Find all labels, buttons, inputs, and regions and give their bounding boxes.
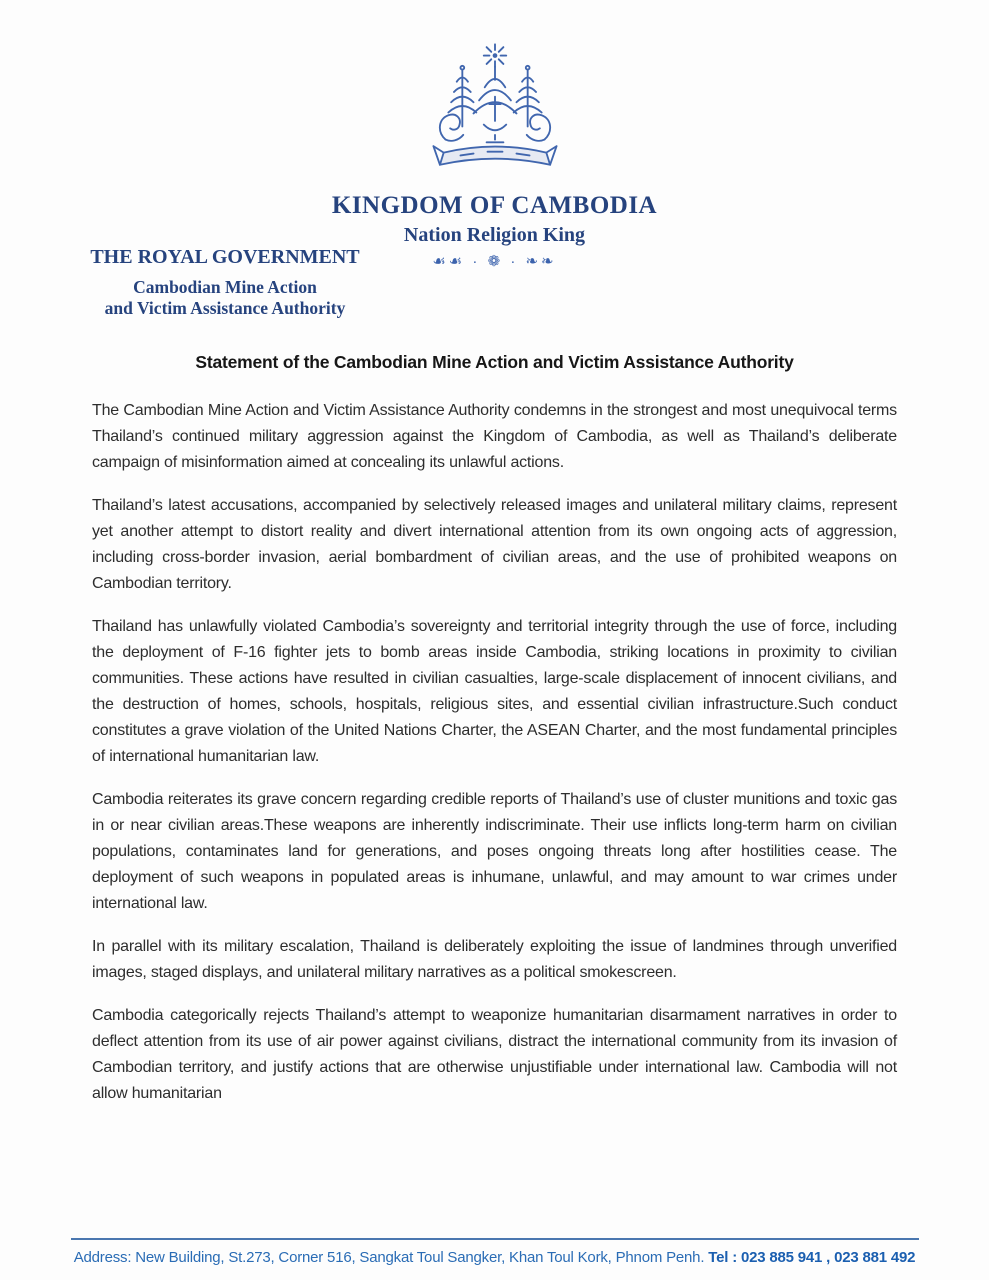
issuing-authority-block bbox=[55, 246, 395, 319]
statement-paragraph-5: In parallel with its military escalation, Thailand is deliberately exploiting the issue of landmines through unverified images, staged displays, and unilateral military narratives as a political smokescreen. bbox=[92, 938, 897, 981]
statement-paragraph-4: Cambodia reiterates its grave concern regarding credible reports of Thailand’s use of cluster munitions and toxic gas in or near civilian areas.These weapons are inherently indiscriminate. Their use inflicts long-term harm on civilian populations, contaminates land for generations, and poses ongoing threats long after hostilities cease. The deployment of such weapons in populated areas is inhumane, unlawful, and may amount to war crimes under international law. bbox=[92, 791, 897, 912]
star-rays bbox=[483, 44, 505, 66]
statement-paragraph-6: Cambodia categorically rejects Thailand’s attempt to weaponize humanitarian disarmament narratives in order to deflect attention from its use of air power against civilians, distract the international community from its invasion of Cambodian territory, and justify actions that are otherwise unjustifiable under international law. Cambodia will not allow humanitarian bbox=[92, 1007, 897, 1102]
statement-title: Statement of the Cambodian Mine Action and Victim Assistance Authority bbox=[195, 352, 794, 372]
footer-telephone: Tel : 023 885 941 , 023 881 492 bbox=[708, 1249, 916, 1266]
issuer-agency-line-2: and Victim Assistance Authority bbox=[104, 298, 346, 318]
letterhead-footer bbox=[0, 1238, 989, 1266]
ribbon-banner bbox=[433, 146, 556, 165]
statement-body bbox=[92, 352, 897, 1124]
footer-contact-line bbox=[0, 1249, 989, 1266]
issuer-agency-line-1: Cambodian Mine Action bbox=[133, 277, 317, 297]
issuer-government-label: THE ROYAL GOVERNMENT bbox=[90, 246, 360, 268]
royal-arms-icon bbox=[425, 40, 565, 185]
ornament-divider-icon: ☙☙ · ❁ · ❧❧ bbox=[432, 253, 557, 270]
footer-address: Address: New Building, St.273, Corner 516, Sangkat Toul Sangker, Khan Toul Kork, Phnom Penh. bbox=[73, 1249, 705, 1266]
motto: Nation Religion King bbox=[403, 224, 586, 246]
statement-paragraph-1: The Cambodian Mine Action and Victim Assistance Authority condemns in the strongest and most unequivocal terms Thailand’s continued military aggression against the Kingdom of Cambodia, as well as Thailand’s deliberate campaign of misinformation aimed at concealing its unlawful actions. bbox=[92, 402, 897, 471]
royal-arms-emblem bbox=[425, 40, 565, 185]
right-umbrella bbox=[513, 66, 541, 127]
footer-divider bbox=[71, 1238, 919, 1240]
kingdom-title: KINGDOM OF CAMBODIA bbox=[331, 192, 658, 219]
left-umbrella bbox=[448, 66, 476, 127]
statement-paragraph-2: Thailand’s latest accusations, accompanied by selectively released images and unilateral military claims, represent yet another attempt to distort reality and divert international attention from its own ongoing acts of aggression, including cross-border invasion, aerial bombardment of civilian areas, and the use of prohibited weapons on Cambodian territory. bbox=[92, 497, 897, 592]
statement-paragraph-3: Thailand has unlawfully violated Cambodia’s sovereignty and territorial integrity through the use of force, including the deployment of F-16 fighter jets to bomb areas inside Cambodia, striking locations in proximity to civilian communities. These actions have resulted in civilian casualties, large-scale displacement of innocent civilians, and the destruction of homes, schools, hospitals, religious sites, and essential civilian infrastructure.Such conduct constitutes a grave violation of the United Nations Charter, the ASEAN Charter, and the most fundamental principles of international humanitarian law. bbox=[92, 618, 897, 765]
